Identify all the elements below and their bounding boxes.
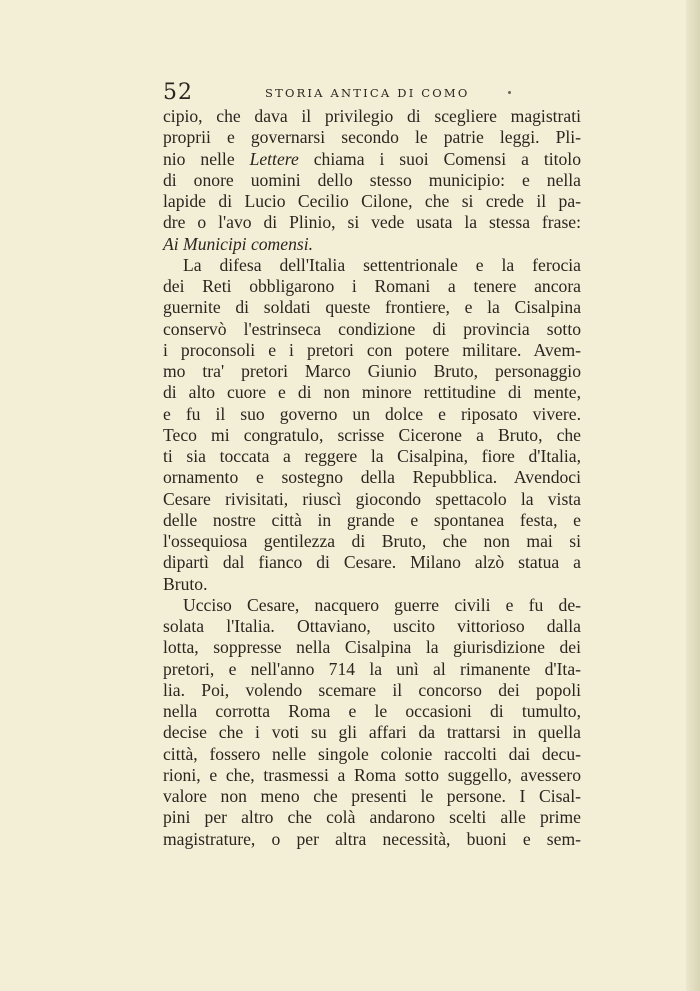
italic-quote: Ai Municipi comensi. bbox=[163, 233, 314, 254]
text-line: dre o l'avo di Plinio, si vede usata la stessa frase: bbox=[163, 212, 581, 233]
text-line: ti sia toccata a reggere la Cisalpina, fiore d'Italia, bbox=[163, 446, 581, 466]
text-line: l'ossequiosa gentilezza di Bruto, che non mai si bbox=[163, 531, 581, 551]
running-title: STORIA ANTICA DI COMO bbox=[265, 86, 470, 100]
text-line: dei Reti obbligarono i Romani a tenere ancora bbox=[163, 276, 581, 296]
text-line: decise che i voti su gli affari da trattarsi in quella bbox=[163, 722, 581, 743]
text-line bbox=[163, 234, 581, 255]
text-line: guernite di soldati queste frontiere, e la Cisalpina bbox=[163, 297, 581, 318]
text-line: pretori, e nell'anno 714 la unì al rimanente d'Ita- bbox=[163, 658, 581, 679]
text-line: i proconsoli e i pretori con potere militare. Avem- bbox=[163, 339, 581, 360]
text-line: magistrature, o per altra necessità, buoni e sem- bbox=[163, 828, 581, 849]
text-line: città, fossero nelle singole colonie raccolti dai decu- bbox=[163, 743, 581, 764]
text-line: Bruto. bbox=[163, 573, 208, 594]
text-line: rioni, e che, trasmessi a Roma sotto suggello, avessero bbox=[163, 764, 581, 785]
page-header bbox=[163, 80, 583, 106]
text-line bbox=[163, 149, 581, 170]
text-line: valore non meno che presenti le persone. I Cisal- bbox=[163, 786, 581, 806]
text-line: cipio, che dava il privilegio di scegliere magistrati bbox=[163, 106, 581, 126]
paragraph-start: La difesa dell'Italia settentrionale e la ferocia bbox=[183, 254, 581, 275]
text-line: di alto cuore e di non minore rettitudine di mente, bbox=[163, 382, 581, 403]
text-line: Cesare rivisitati, riuscì giocondo spettacolo la vista bbox=[163, 488, 581, 509]
text-line: lapide di Lucio Cecilio Cilone, che si crede il pa- bbox=[163, 191, 581, 211]
ink-speck bbox=[508, 91, 511, 94]
text-line: lia. Poi, volendo scemare il concorso dei popoli bbox=[163, 679, 581, 700]
text-line: lotta, soppresse nella Cisalpina la giurisdizione dei bbox=[163, 637, 581, 658]
text-line: nella corrotta Roma e le occasioni di tumulto, bbox=[163, 701, 581, 721]
body-text bbox=[163, 106, 581, 850]
text-line: dipartì dal fianco di Cesare. Milano alzò statua a bbox=[163, 552, 581, 573]
text-line: delle nostre città in grande e spontanea festa, e bbox=[163, 509, 581, 530]
text-line: Teco mi congratulo, scrisse Cicerone a Bruto, che bbox=[163, 424, 581, 445]
text-line: solata l'Italia. Ottaviano, uscito vittorioso dalla bbox=[163, 616, 581, 636]
text-line: conservò l'estrinseca condizione di provincia sotto bbox=[163, 318, 581, 339]
page-number: 52 bbox=[163, 80, 193, 105]
italic-title: Lettere bbox=[249, 148, 299, 169]
paragraph-start: Ucciso Cesare, nacquero guerre civili e fu de- bbox=[183, 594, 581, 615]
text-line: mo tra' pretori Marco Giunio Bruto, personaggio bbox=[163, 361, 581, 381]
text-segment: nio nelle bbox=[163, 148, 250, 169]
text-line: proprii e governarsi secondo le patrie leggi. Pli- bbox=[163, 127, 581, 148]
text-line: ornamento e sostegno della Repubblica. Avendoci bbox=[163, 467, 581, 488]
text-line: e fu il suo governo un dolce e riposato vivere. bbox=[163, 403, 581, 424]
text-line: pini per altro che colà andarono scelti alle prime bbox=[163, 807, 581, 828]
text-segment: chiama i suoi Comensi a titolo bbox=[298, 148, 581, 169]
page-gutter bbox=[686, 0, 700, 991]
text-line: di onore uomini dello stesso municipio: e nella bbox=[163, 169, 581, 190]
